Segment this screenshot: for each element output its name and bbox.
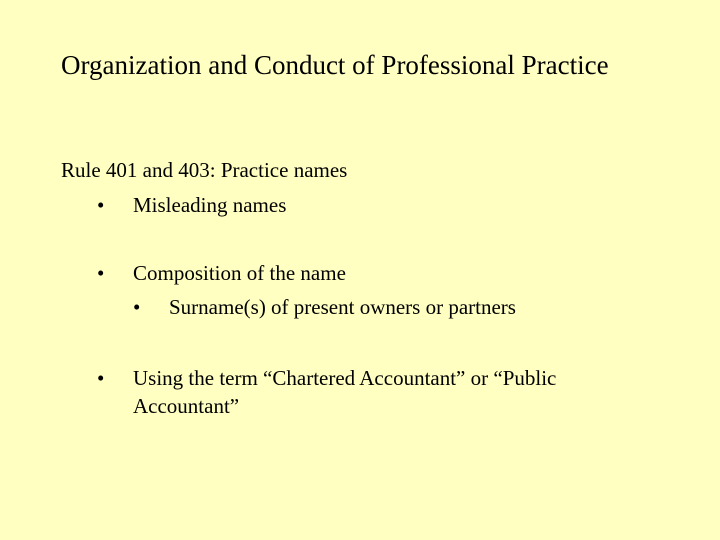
bullet-marker: • bbox=[97, 366, 105, 390]
sub-bullet-text-surnames: Surname(s) of present owners or partners bbox=[169, 295, 516, 319]
bullet-text-chartered-accountant: Using the term “Chartered Accountant” or “Public Accountant” bbox=[133, 366, 557, 418]
bullet-marker: • bbox=[97, 193, 105, 217]
sub-bullet-marker: • bbox=[133, 295, 141, 319]
bullet-marker: • bbox=[97, 261, 105, 285]
bullet-text-misleading-names: Misleading names bbox=[133, 193, 287, 217]
bullet-text-composition: Composition of the name bbox=[133, 261, 346, 285]
slide-title: Organization and Conduct of Professional Practice bbox=[61, 50, 609, 80]
rule-subheading: Rule 401 and 403: Practice names bbox=[61, 158, 348, 182]
